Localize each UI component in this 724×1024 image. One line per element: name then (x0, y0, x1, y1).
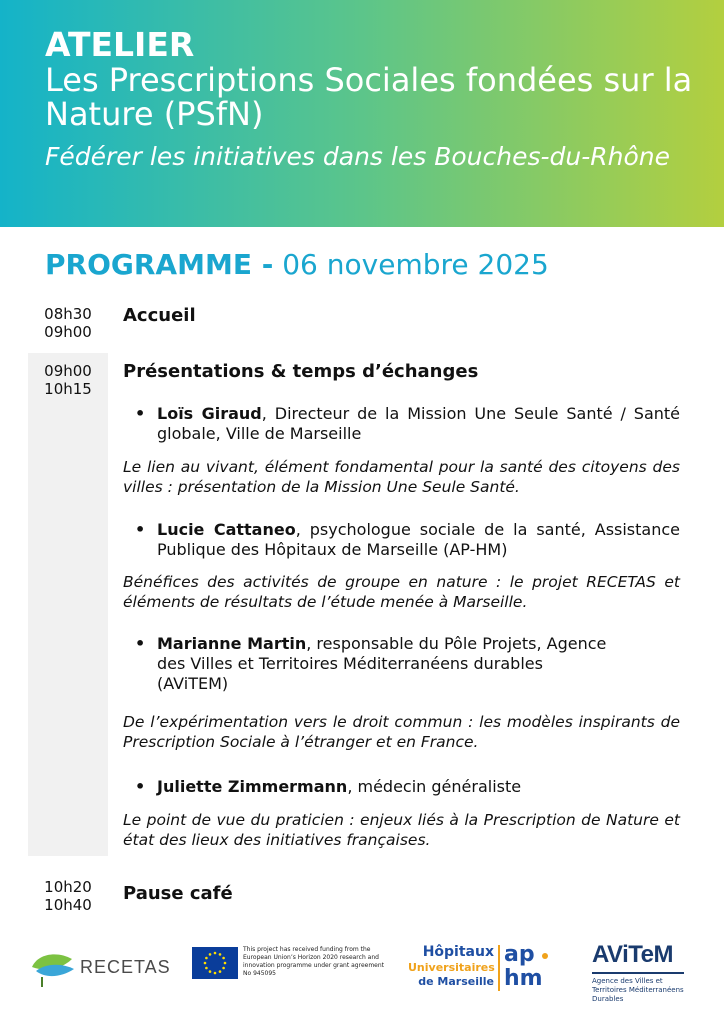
aphm-hm: hm (504, 966, 543, 991)
aphm-dot-icon (542, 953, 548, 959)
slot-time (32, 362, 104, 398)
bullet-icon: • (135, 634, 146, 653)
time-column-highlight (28, 353, 108, 856)
speaker-role: , psychologue sociale de la santé, Assistance Publique des Hôpitaux de Marseille (AP-HM) (157, 520, 681, 559)
speaker-name: Loïs Giraud (157, 404, 262, 423)
programme-heading (45, 247, 549, 283)
aphm-line1: Hôpitaux (422, 944, 494, 960)
programme-label: PROGRAMME - (45, 248, 274, 281)
header-banner (0, 0, 724, 227)
speaker-name: Lucie Cattaneo (157, 520, 296, 539)
atelier-label: ATELIER (45, 25, 195, 64)
bullet-icon: • (135, 777, 146, 796)
speaker-name: Juliette Zimmermann (157, 777, 348, 796)
speaker-role: , responsable du Pôle Projets, Agence des Villes et Territoires Méditerranéens durables (AViTEM) (157, 634, 607, 693)
bullet-icon: • (135, 520, 146, 539)
leaf-icon (28, 947, 78, 987)
page-subtitle: Fédérer les initiatives dans les Bouches-du-Rhône (45, 142, 670, 171)
speaker-name: Marianne Martin (157, 634, 307, 653)
aphm-divider (498, 945, 500, 991)
speaker-item (135, 634, 615, 694)
talk-description: De l’expérimentation vers le droit commun : les modèles inspirants de Prescription Sociale à l’étranger et en France. (123, 713, 680, 751)
aphm-line2: Universitaires (408, 961, 495, 974)
slot-title: Accueil (123, 305, 196, 326)
recetas-logo (28, 947, 188, 987)
slot-start: 08h30 (44, 305, 92, 323)
talk-description: Le lien au vivant, élément fondamental pour la santé des citoyens des villes : présentation de la Mission Une Seule Santé. (123, 458, 680, 496)
programme-date: 06 novembre 2025 (282, 248, 549, 281)
avitem-subtitle: Agence des Villes et Territoires Méditerranéens Durables (592, 977, 684, 1003)
aphm-ap: ap (504, 942, 535, 967)
speaker-role: , Directeur de la Mission Une Seule Santé / Santé globale, Ville de Marseille (157, 404, 681, 443)
speaker-item (135, 777, 680, 797)
bullet-icon: • (135, 404, 146, 423)
slot-title: Pause café (123, 883, 233, 904)
slot-time (32, 878, 104, 914)
eu-flag-icon (192, 947, 238, 979)
speaker-role: , médecin généraliste (347, 777, 522, 796)
slot-start: 09h00 (44, 362, 92, 380)
recetas-wordmark: RECETAS (80, 957, 171, 977)
talk-description: Bénéfices des activités de groupe en nature : le projet RECETAS et éléments de résultats de l’étude menée à Marseille. (123, 573, 680, 611)
aphm-logo (408, 943, 568, 999)
page-title: Les Prescriptions Sociales fondées sur la Nature (PSfN) (45, 61, 693, 133)
avitem-wordmark: AViTeM (592, 941, 674, 968)
speaker-item (135, 520, 680, 560)
avitem-logo (590, 941, 700, 1001)
slot-title: Présentations & temps d’échanges (123, 361, 479, 382)
slot-end: 09h00 (44, 323, 92, 341)
speaker-item (135, 404, 680, 444)
slot-end: 10h15 (44, 380, 92, 398)
slot-end: 10h40 (44, 896, 92, 914)
avitem-underline (592, 972, 684, 974)
aphm-line3: de Marseille (418, 975, 494, 988)
footer-logos (0, 935, 724, 1005)
slot-time (32, 305, 104, 341)
slot-start: 10h20 (44, 878, 92, 896)
talk-description: Le point de vue du praticien : enjeux liés à la Prescription de Nature et état des lieux des initiatives françaises. (123, 811, 680, 849)
eu-funding-text: This project has received funding from the European Union’s Horizon 2020 research and innovation programme under grant agreement No 945095 (243, 946, 385, 977)
